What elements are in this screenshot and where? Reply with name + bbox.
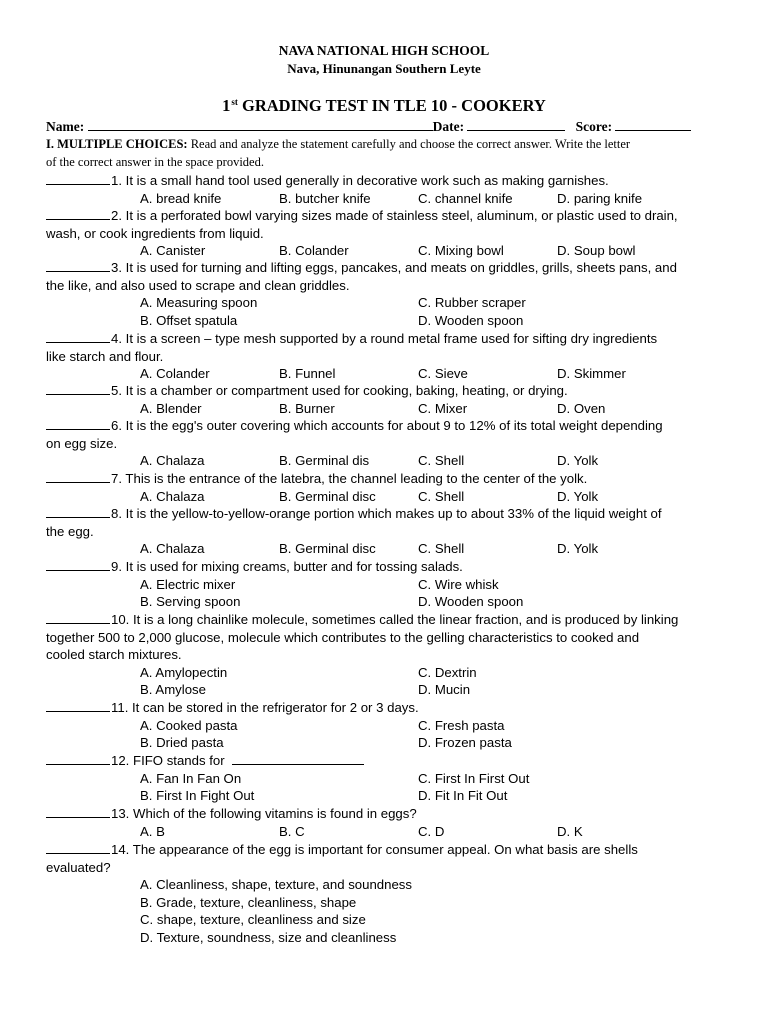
answer-option: D. Skimmer [557, 366, 626, 382]
question-stem-continued [46, 225, 726, 243]
question-number: 4. [111, 331, 122, 346]
instructions-line-1: Read and analyze the statement carefully and choose the correct answer. Write the letter [187, 137, 631, 151]
answer-option: C. channel knife [418, 190, 513, 206]
answer-option: C. Wire whisk [418, 576, 499, 592]
answer-blank[interactable] [46, 259, 110, 272]
question-stem [46, 417, 726, 435]
question-text: It is a perforated bowl varying sizes made of stainless steel, aluminum, or plastic used to drain, [122, 208, 678, 223]
answer-option: B. Germinal dis [279, 453, 370, 469]
answer-option: D. Mucin [418, 682, 471, 698]
answer-option: C. Dextrin [418, 664, 477, 680]
question-text: It is used for mixing creams, butter and for tossing salads. [122, 559, 463, 574]
question-text: It is a chamber or compartment used for cooking, baking, heating, or drying. [122, 383, 568, 398]
question-stem [46, 259, 726, 277]
answer-option: D. Frozen pasta [418, 735, 512, 751]
date-label: Date: [432, 119, 465, 134]
question-stem [46, 558, 726, 576]
question-text: the egg. [46, 523, 94, 539]
answer-option: D. Wooden spoon [418, 312, 524, 328]
score-blank[interactable] [615, 119, 691, 131]
question-stem [46, 330, 726, 348]
question-number: 7. [111, 471, 122, 486]
question-number: 13. [111, 806, 130, 821]
answer-option: B. butcher knife [279, 190, 371, 206]
answer-blank[interactable] [46, 505, 110, 518]
school-name: NAVA NATIONAL HIGH SCHOOL [278, 43, 490, 58]
answer-option: C. Mixer [418, 400, 468, 416]
answer-option: D. Oven [557, 400, 606, 416]
question-number: 10. [111, 612, 130, 627]
question-text: It is the yellow-to-yellow-orange portion which makes up to about 33% of the liquid weight of [122, 506, 662, 521]
question-text: evaluated? [46, 859, 111, 875]
answer-option: C. Sieve [418, 366, 468, 382]
answer-blank[interactable] [46, 752, 110, 765]
answer-option: B. Germinal disc [279, 541, 376, 557]
date-blank[interactable] [467, 119, 565, 131]
question-text: It is a small hand tool used generally in decorative work such as making garnishes. [122, 173, 609, 188]
question-number: 5. [111, 383, 122, 398]
answer-option: A. Electric mixer [140, 576, 236, 592]
question-text: It can be stored in the refrigerator for 2 or 3 days. [128, 700, 419, 715]
question-text: It is a long chainlike molecule, sometimes called the linear fraction, and is produced by linking [129, 612, 679, 627]
answer-option: D. K [557, 823, 583, 839]
answer-option: B. Dried pasta [140, 735, 224, 751]
question-stem [46, 382, 726, 400]
question-text: like starch and flour. [46, 348, 164, 364]
question-stem-continued [46, 859, 726, 877]
answer-option: C. Rubber scraper [418, 295, 526, 311]
question-number: 9. [111, 559, 122, 574]
name-label: Name: [46, 119, 85, 134]
answer-option: A. Chalaza [140, 453, 205, 469]
answer-option: D. Fit In Fit Out [418, 788, 508, 804]
answer-blank[interactable] [46, 558, 110, 571]
question-text: cooled starch mixtures. [46, 647, 182, 663]
question-number: 8. [111, 506, 122, 521]
answer-option: C. shape, texture, cleanliness and size [140, 912, 366, 928]
answer-option: B. Germinal disc [279, 488, 376, 504]
question-text: wash, or cook ingredients from liquid. [46, 225, 264, 241]
question-text: FIFO stands for [129, 753, 229, 768]
question-number: 11. [111, 700, 129, 715]
answer-option: D. Soup bowl [557, 243, 636, 259]
answer-blank[interactable] [46, 172, 110, 185]
instructions [46, 136, 726, 171]
answer-blank[interactable] [46, 207, 110, 220]
answer-option: A. B [140, 823, 165, 839]
answer-option: C. Shell [418, 541, 465, 557]
answer-option: A. Blender [140, 400, 202, 416]
question-stem-continued [46, 629, 726, 647]
title-text: GRADING TEST IN TLE 10 - COOKERY [237, 96, 546, 115]
question-text: Which of the following vitamins is found in eggs? [129, 806, 417, 821]
question-stem [46, 505, 726, 523]
answer-option: C. D [418, 823, 445, 839]
answer-option: A. Colander [140, 366, 210, 382]
answer-option: C. Shell [418, 453, 465, 469]
question-stem [46, 699, 726, 717]
answer-option: A. Fan In Fan On [140, 770, 242, 786]
answer-option: B. Colander [279, 243, 349, 259]
answer-option: B. Burner [279, 400, 335, 416]
question-text: It is the egg's outer covering which accounts for about 9 to 12% of its total weight depending [122, 418, 663, 433]
name-date-score-line [46, 119, 726, 135]
question-number: 12. [111, 753, 130, 768]
question-stem-continued [46, 348, 726, 366]
answer-option: B. Amylose [140, 682, 206, 698]
answer-option: A. Chalaza [140, 488, 205, 504]
answer-option: A. bread knife [140, 190, 222, 206]
question-stem-continued [46, 646, 726, 664]
answer-option: C. Shell [418, 488, 465, 504]
school-address: Nava, Hinunangan Southern Leyte [287, 61, 481, 76]
name-blank[interactable] [88, 119, 433, 131]
question-stem [46, 611, 726, 629]
question-stem-continued [46, 435, 726, 453]
answer-option: B. Serving spoon [140, 594, 241, 610]
question-text: the like, and also used to scrape and clean griddles. [46, 277, 350, 293]
question-text: on egg size. [46, 435, 118, 451]
question-number: 3. [111, 260, 122, 275]
answer-option: A. Cleanliness, shape, texture, and soundness [140, 877, 412, 893]
question-text: together 500 to 2,000 glucose, molecule which contributes to the gelling characteristics to cooked and [46, 629, 640, 645]
instructions-line-2: of the correct answer in the space provided. [46, 154, 264, 169]
answer-option: C. First In First Out [418, 770, 530, 786]
answer-blank[interactable] [46, 382, 110, 395]
answer-blank[interactable] [46, 417, 110, 430]
title-superscript: st [231, 97, 238, 107]
question-number: 6. [111, 418, 122, 433]
answer-option: C. Mixing bowl [418, 243, 504, 259]
question-stem [46, 172, 726, 190]
answer-option: D. paring knife [557, 190, 643, 206]
question-stem-continued [46, 523, 726, 541]
test-title [0, 96, 768, 116]
answer-option: B. Funnel [279, 366, 336, 382]
answer-option: D. Wooden spoon [418, 594, 524, 610]
answer-option: B. First In Fight Out [140, 788, 255, 804]
question-stem [46, 841, 726, 859]
question-stem-continued [46, 277, 726, 295]
question-text: This is the entrance of the latebra, the channel leading to the center of the yolk. [122, 471, 588, 486]
question-number: 14. [111, 842, 130, 857]
answer-blank[interactable] [46, 805, 110, 818]
answer-option: B. C [279, 823, 305, 839]
answer-blank[interactable] [46, 699, 110, 712]
answer-blank[interactable] [46, 330, 110, 343]
instructions-heading: I. MULTIPLE CHOICES: [46, 137, 188, 151]
answer-blank[interactable] [46, 470, 110, 483]
question-stem [46, 805, 726, 823]
fill-in-blank [232, 752, 364, 765]
answer-option: D. Texture, soundness, size and cleanliness [140, 930, 397, 945]
question-stem [46, 207, 726, 225]
answer-option: A. Measuring spoon [140, 295, 258, 311]
answer-option: D. Yolk [557, 453, 599, 469]
question-number: 1. [111, 173, 122, 188]
answer-option: A. Amylopectin [140, 664, 228, 680]
question-stem [46, 752, 726, 770]
answer-option: A. Canister [140, 243, 206, 259]
answer-option: A. Chalaza [140, 541, 205, 557]
question-text: It is used for turning and lifting eggs, pancakes, and meats on griddles, grills, sheets pans, and [122, 260, 677, 275]
title-number: 1 [222, 96, 231, 115]
answer-option: C. Fresh pasta [418, 717, 505, 733]
answer-option: B. Offset spatula [140, 312, 238, 328]
answer-option: D. Yolk [557, 541, 599, 557]
answer-blank[interactable] [46, 611, 110, 624]
answer-option: A. Cooked pasta [140, 717, 238, 733]
answer-option: D. Yolk [557, 488, 599, 504]
question-text: It is a screen – type mesh supported by a round metal frame used for sifting dry ingredients [122, 331, 658, 346]
answer-blank[interactable] [46, 841, 110, 854]
question-text: The appearance of the egg is important for consumer appeal. On what basis are shells [129, 842, 638, 857]
answer-option: B. Grade, texture, cleanliness, shape [140, 894, 357, 910]
question-number: 2. [111, 208, 122, 223]
question-stem [46, 470, 726, 488]
score-label: Score: [575, 119, 613, 134]
